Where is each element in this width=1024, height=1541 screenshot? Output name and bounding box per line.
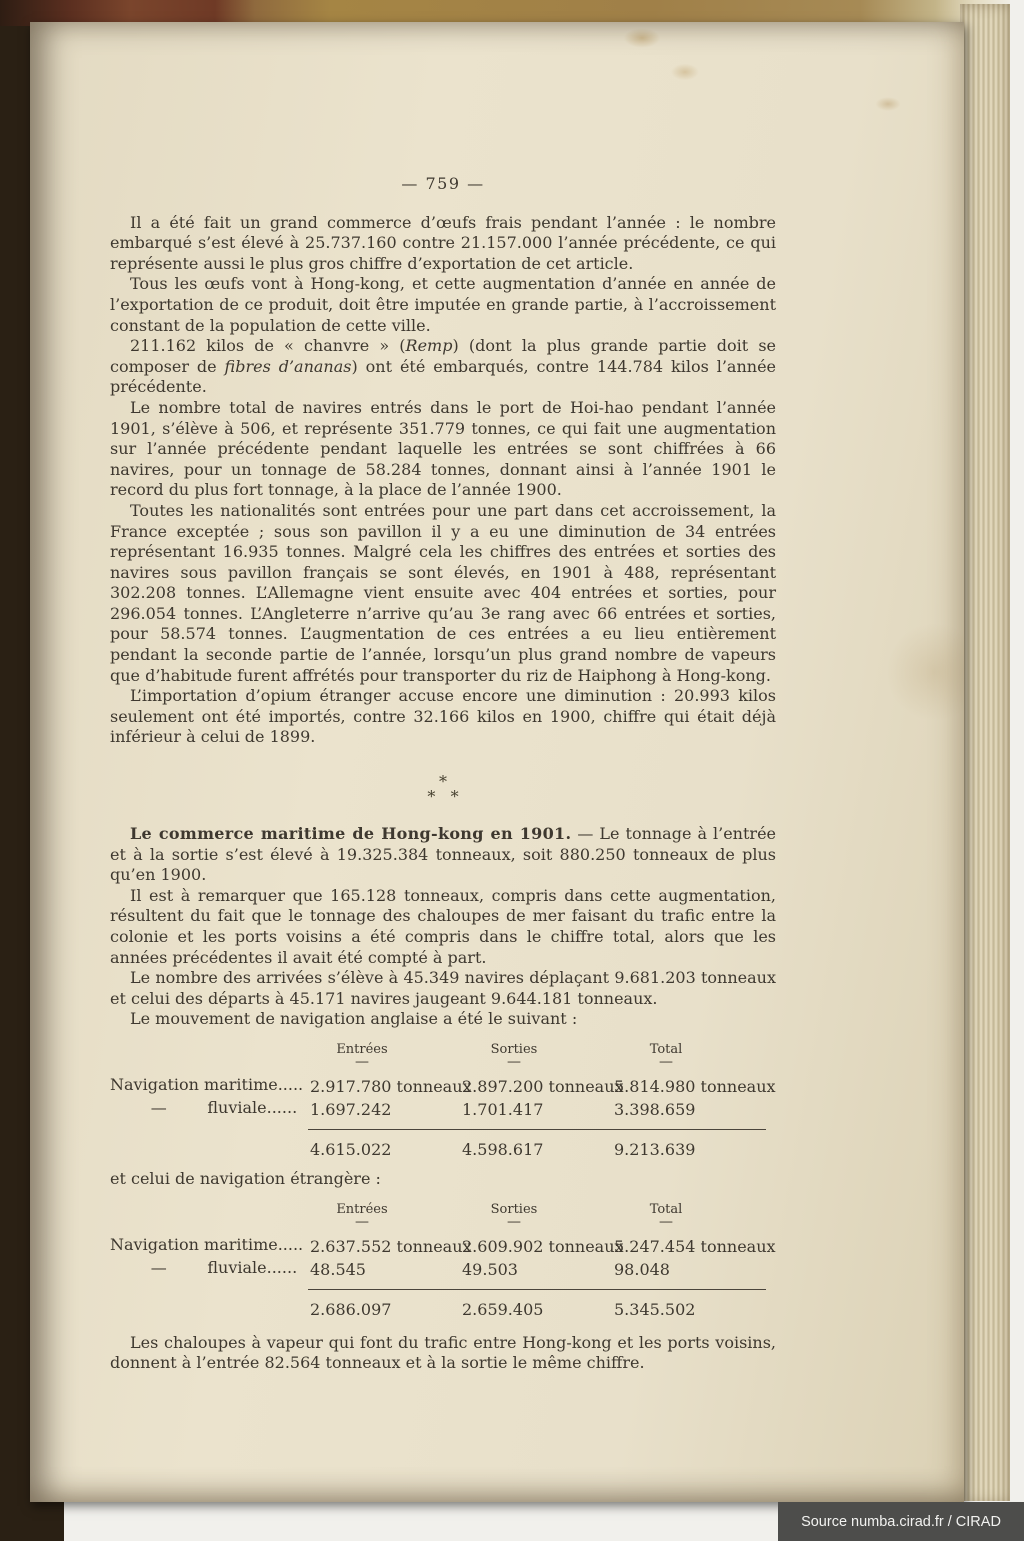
header-dash: —	[355, 1213, 369, 1230]
heading-continuation: — Le tonnage à l’entrée et à la sortie s’est élevé à 19.325.384 tonneaux, soit 880.250 tonneaux de plus qu’en 1900.	[110, 824, 777, 885]
header-dash: —	[659, 1053, 673, 1070]
table-row: Navigation maritime..... 2.917.780 tonneaux 2.897.200 tonneaux 5.814.980 tonneaux	[110, 1074, 776, 1096]
source-attribution: Source numba.cirad.fr / CIRAD	[801, 1513, 1001, 1530]
italic-remp: Remp	[405, 336, 453, 356]
header-dash: —	[507, 1213, 521, 1230]
column-header-entrees: Entrées —	[308, 1202, 460, 1228]
paragraph-hemp	[110, 336, 776, 398]
column-header-total: Total —	[612, 1202, 764, 1228]
paragraph-eggs-commerce: Il a été fait un grand commerce d’œufs frais pendant l’année : le nombre embarqué s’est élevé à 25.737.160 contre 21.157.000 l’année précédente, ce qui représente aussi le plus gros chiffre d’exportation de cet article.	[110, 212, 776, 273]
column-header-sorties: Sorties —	[460, 1202, 612, 1228]
paragraph-hemp-text-2: ) (dont la plus grande partie doit se composer de	[110, 336, 777, 376]
source-attribution-bar	[778, 1502, 1024, 1541]
totals-values: 2.686.097 2.659.405 5.345.502	[308, 1289, 766, 1321]
totals-values: 4.615.022 4.598.617 9.213.639	[308, 1129, 766, 1161]
scanner-background-right	[1010, 0, 1024, 1541]
table-row: — fluviale...... 48.545 49.503 98.048	[110, 1257, 670, 1279]
table-header-row	[110, 1042, 776, 1068]
paragraph-hemp-text-3: ) ont été embarqués, contre 144.784 kilos l’année précédente.	[110, 356, 777, 397]
section-separator	[110, 772, 776, 807]
header-dash: —	[507, 1053, 521, 1070]
table-header-row	[110, 1202, 776, 1228]
header-dash: —	[659, 1213, 673, 1230]
page-content	[110, 22, 776, 1374]
paragraph-english-navigation-intro: Le mouvement de navigation anglaise a été le suivant :	[130, 1009, 578, 1029]
column-header-entrees: Entrées —	[308, 1042, 460, 1068]
paragraph-hoihao-port: Le nombre total de navires entrés dans le port de Hoi-hao pendant l’année 1901, s’élève à 506, et représente 351.779 tonnes, ce qui fait une augmentation sur l’année précédente pendant laquelle les entrées se sont chiffrées à 66 navires, pour un tonnage de 58.284 tonnes, donnant ainsi à l’année 1901 le record du plus fort tonnage, à la place de l’année 1900.	[110, 397, 776, 500]
book-page	[30, 22, 964, 1502]
paragraph-arrivals: Le nombre des arrivées s’élève à 45.349 navires déplaçant 9.681.203 tonneaux et celui des départs à 45.171 navires jaugeant 9.644.181 tonneaux.	[110, 968, 776, 1008]
paragraph-chaloupes-closing: Les chaloupes à vapeur qui font du trafic entre Hong-kong et les ports voisins, donnent à l’entrée 82.564 tonneaux et à la sortie le même chiffre.	[110, 1332, 776, 1373]
column-header-total: Total —	[612, 1042, 764, 1068]
table-totals-row	[110, 1129, 776, 1161]
table-header-spacer	[110, 1202, 308, 1228]
section-heading: Le commerce maritime de Hong-kong en 1901.	[130, 824, 572, 844]
navigation-table-foreign	[110, 1202, 776, 1321]
paragraph-nationalities: Toutes les nationalités sont entrées pour une part dans cet accroissement, la France exceptée ; sous son pavillon il y a eu une diminution de 34 entrées représentant 16.935 tonnes. Malgré cela les chiffres des entrées et sorties des navires sous pavillon français se sont élevés, en 1901 à 488, représentant 302.208 tonnes. L’Allemagne vient ensuite avec 404 entrées et sorties, pour 296.054 tonnes. L’Angleterre n’arrive qu’au 3e rang avec 66 entrées et sorties, pour 58.574 tonnes. L’augmentation de ces entrées a eu lieu entièrement pendant la seconde partie de l’année, lorsqu’un plus grand nombre de vapeurs que d’habitude furent affrétés pour transporter du riz de Haiphong à Hong-kong.	[110, 500, 776, 685]
table-row: Navigation maritime..... 2.637.552 tonneaux 2.609.902 tonneaux 5.247.454 tonneaux	[110, 1234, 776, 1256]
paragraph-hongkong-heading	[110, 824, 776, 886]
separator-asterisk-top: *	[439, 772, 447, 792]
separator-asterisks-bottom: * *	[427, 787, 459, 807]
table-row: — fluviale...... 1.697.242 1.701.417 3.398.659	[110, 1097, 696, 1119]
page-number: — 759 —	[401, 174, 485, 193]
header-dash: —	[355, 1053, 369, 1070]
page-edges-right	[960, 4, 1010, 1504]
paragraph-foreign-navigation-intro: et celui de navigation étrangère :	[110, 1168, 381, 1188]
navigation-table-english	[110, 1042, 776, 1161]
table-totals-row	[110, 1289, 776, 1321]
paragraph-tonnage-remark: Il est à remarquer que 165.128 tonneaux, compris dans cette augmentation, résultent du fait que le tonnage des chaloupes de mer faisant du trafic entre la colonie et les ports voisins a été compris dans le chiffre total, alors que les années précédentes il avait été compté à part.	[110, 885, 776, 967]
paragraph-opium: L’importation d’opium étranger accuse encore une diminution : 20.993 kilos seulement ont été importés, contre 32.166 kilos en 1900, chiffre qui était déjà inférieur à celui de 1899.	[110, 686, 776, 747]
column-header-sorties: Sorties —	[460, 1042, 612, 1068]
paragraph-hemp-text: 211.162 kilos de « chanvre » (	[130, 336, 406, 356]
table-header-spacer	[110, 1042, 308, 1068]
paragraph-eggs-hongkong: Tous les œufs vont à Hong-kong, et cette augmentation d’année en année de l’exportation de ce produit, doit être imputée en grande partie, à l’accroissement constant de la population de cette ville.	[110, 274, 776, 335]
italic-fibres-ananas: fibres d’ananas	[224, 356, 352, 376]
